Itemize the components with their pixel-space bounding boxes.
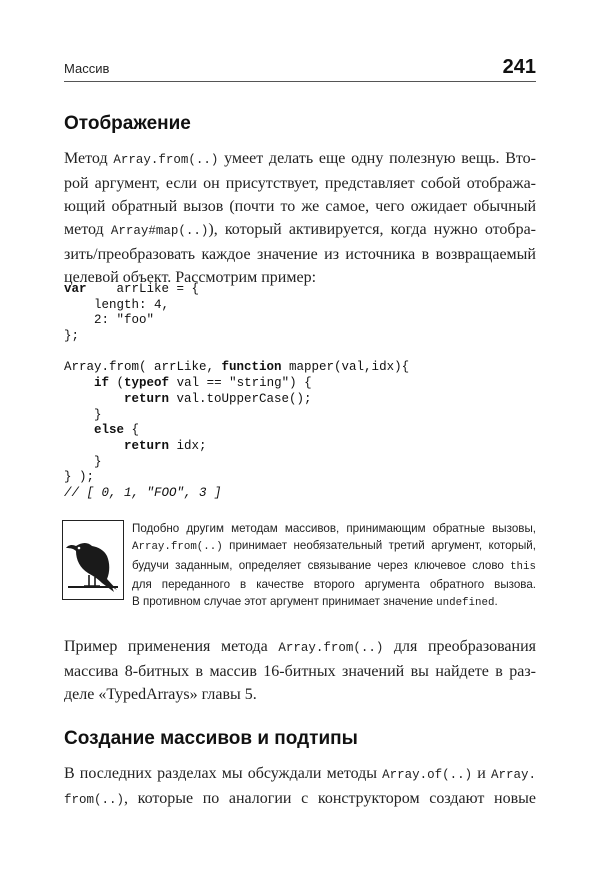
text-run: arrLike = { [86,282,200,296]
text-run [64,439,124,453]
text-run: } ); [64,470,95,485]
inline-code: Array#map(..) [110,224,209,238]
code-line [64,376,536,392]
text-run: , которые по аналогии с конструктором создают новые [124,790,536,807]
text-run: умеет делать еще одну полезную вещь. Вто- [218,150,536,167]
text-line [132,557,536,576]
header-rule [64,81,536,82]
inline-code: from(..) [64,793,125,807]
code-keyword: function [221,360,282,375]
inline-code: Array.of(..) [382,768,473,782]
paragraph-mapping-intro [64,147,536,289]
text-run: 2: "foo" [64,313,155,328]
text-run: }; [64,329,80,344]
code-line [64,313,536,329]
raven-icon [62,520,124,600]
text-run: . [494,595,498,609]
text-run: и [472,765,491,782]
text-run: целевой объект. Рассмотрим пример: [64,269,317,286]
paragraph-array-subtypes [64,762,536,812]
code-line [64,360,536,376]
running-header [64,58,536,80]
text-line [132,520,536,537]
text-line [64,787,536,812]
code-line [64,329,536,345]
text-run: Подобно другим методам массивов, принимающим обратные вызовы, [132,522,536,535]
code-line [64,298,536,314]
text-line [64,660,536,683]
code-keyword: var [64,282,87,296]
text-run: принимает необязательный третий аргумент, который, [222,539,536,553]
tip-note-text [132,520,536,612]
inline-code: Array.from(..) [132,541,223,554]
text-run: для преобразования [383,638,537,655]
page-number: 241 [502,56,536,78]
code-line [64,282,536,298]
text-run: ( [109,376,125,391]
code-line [64,439,536,455]
running-header-section: Массив [64,61,110,76]
text-line [64,147,536,172]
text-run: Array.from( arrLike, [64,360,222,375]
text-run: ), который активируется, когда нужно отобра- [208,221,537,238]
text-line [64,762,536,787]
inline-code: Array.from(..) [278,641,384,655]
text-run: В противном случае этот аргумент принимает значение [132,595,437,609]
code-line [64,423,536,439]
inline-code: this [510,560,536,573]
text-run: idx; [169,438,207,453]
text-line [64,683,536,706]
text-run: ющий обратный вызов (почти то же самое, чего ожидает обычный [64,198,536,215]
text-line [64,172,536,195]
text-run: } [64,454,102,469]
inline-code: Array.from(..) [113,153,219,167]
text-run [64,423,94,437]
paragraph-typedarrays-ref [64,635,536,706]
text-run: зить/преобразовать каждое значение из источника в возвращаемый [64,246,536,263]
text-run [64,392,124,406]
inline-code: Array. [491,768,537,782]
text-run: { [124,423,140,438]
code-keyword: else [94,423,125,438]
code-keyword: return [124,438,170,453]
code-line [64,345,536,361]
code-keyword: if [94,376,110,391]
text-run: val == "string") { [169,376,312,391]
text-run: } [64,407,102,422]
tip-note [62,520,536,608]
text-run: В последних разделах мы обсуждали методы [64,765,383,782]
section-heading-array-subtypes: Создание массивов и подтипы [64,728,358,749]
inline-code: undefined [436,597,495,610]
code-keyword: return [124,391,170,406]
text-run: mapper(val,idx){ [281,360,410,375]
code-line [64,470,536,486]
text-run [64,376,94,390]
text-line [132,537,536,556]
code-keyword: typeof [124,376,170,391]
text-line [132,593,536,612]
text-run: будучи заданным, определяет связывание через ключевое слово [132,558,511,572]
text-run: для переданного в качестве второго аргумента обратного вызова. [132,577,536,591]
text-run: Пример применения метода [64,638,279,655]
code-listing [64,282,536,502]
text-line [132,576,536,593]
text-run: рой аргумент, если он присутствует, представляет собой отобража- [64,175,536,192]
text-line [64,195,536,218]
code-line [64,392,536,408]
section-heading-mapping: Отображение [64,113,191,134]
code-line [64,486,536,502]
code-line [64,455,536,471]
text-line [64,243,536,266]
text-line [64,218,536,243]
text-run: val.toUpperCase(); [169,391,312,406]
text-run: length: 4, [64,297,170,312]
text-run: деле «TypedArrays» главы 5. [64,686,257,703]
text-line [64,635,536,660]
text-run: Метод [64,150,114,167]
text-run: метод [64,221,111,238]
code-comment: // [ 0, 1, "FOO", 3 ] [64,485,222,500]
code-line [64,408,536,424]
text-run: массива 8-битных в массив 16-битных значений вы найдете в раз- [64,663,536,680]
